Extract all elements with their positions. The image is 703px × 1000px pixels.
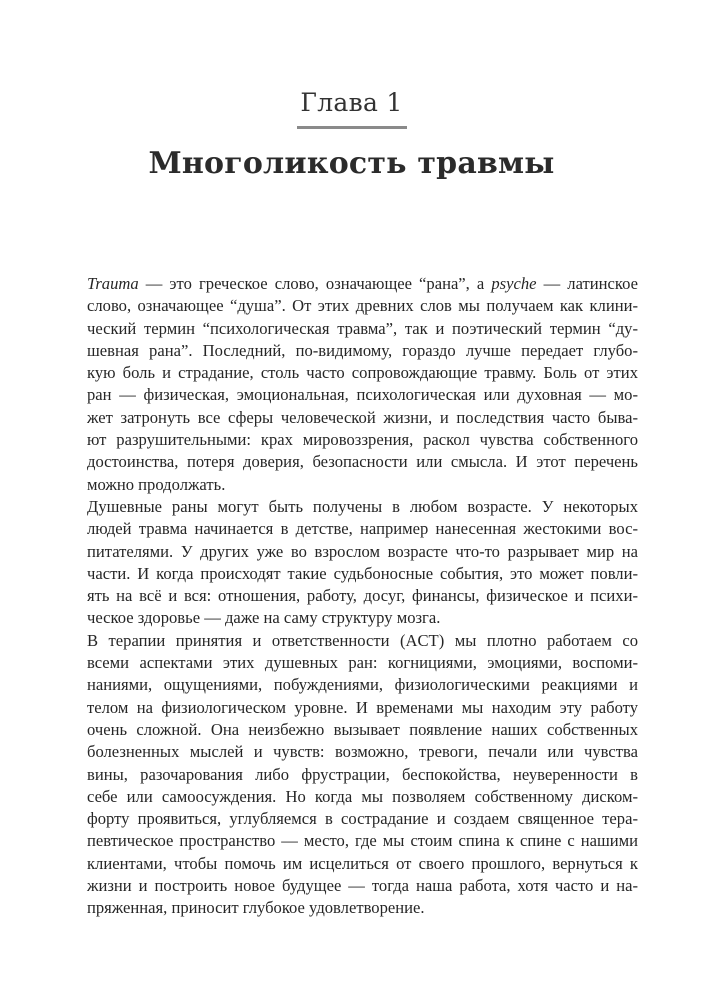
text-line: [87, 786, 638, 808]
text-run: наниями, ощущениями, побуждениями, физиологическими реакциями и: [87, 675, 638, 695]
text-line: [87, 897, 638, 919]
paragraph: [87, 630, 638, 920]
text-line: [87, 340, 638, 362]
text-run: вины, разочарования либо фрустрации, беспокойства, неуверенности в: [87, 764, 638, 784]
text-run: ческий термин “психологическая травма”, так и поэтический термин “ду-: [87, 318, 638, 338]
body-text: [87, 273, 638, 920]
text-line: [87, 273, 638, 295]
text-run: — латинское: [536, 274, 638, 293]
text-run: всеми аспектами этих душевных ран: когнициями, эмоциями, воспоми-: [87, 653, 638, 673]
text-line: [87, 719, 638, 741]
text-run: Душевные раны могут быть получены в любом возрасте. У некоторых: [87, 496, 638, 516]
text-run: ют разрушительными: крах мировоззрения, раскол чувства собственного: [87, 430, 638, 450]
paragraph: [87, 496, 638, 630]
text-line: [87, 518, 638, 540]
text-run: слово, означающее “душа”. От этих древних слов мы получаем как клини-: [87, 296, 638, 316]
text-line: [87, 674, 638, 696]
text-run: жизни и построить новое будущее — тогда наша работа, хотя часто и на-: [87, 876, 638, 896]
text-run: шевная рана”. Последний, по-видимому, гораздо лучше передает глубо-: [87, 340, 638, 360]
text-run: В терапии принятия и ответственности (ACT) мы плотно работаем со: [87, 630, 638, 650]
text-line: [87, 652, 638, 674]
text-run: болезненных мыслей и чувств: возможно, тревоги, печали или чувства: [87, 742, 638, 762]
text-line: [87, 830, 638, 852]
text-line: [87, 764, 638, 786]
text-run: пряженная, приносит глубокое удовлетворение.: [87, 898, 425, 918]
text-line: [87, 295, 638, 317]
text-line: [87, 808, 638, 830]
text-line: [87, 496, 638, 518]
text-run: людей травма начинается в детстве, например нанесенная жестокими вос-: [87, 519, 638, 539]
text-run: клиентами, чтобы помочь им исцелиться от своего прошлого, вернуться к: [87, 853, 638, 873]
text-line: [87, 875, 638, 897]
chapter-title: Многоликость травмы: [148, 146, 555, 181]
text-line: [87, 384, 638, 406]
text-run: очень сложной. Она неизбежно вызывает появление наших собственных: [87, 719, 638, 739]
italic-term: Trauma: [87, 274, 139, 293]
text-run: телом на физиологическом уровне. И временами мы находим эту работу: [87, 697, 638, 717]
text-run: форту проявиться, углубляемся в сострадание и создаем священное тера-: [87, 809, 638, 829]
text-run: певтическое пространство — место, где мы стоим спина к спине с нашими: [87, 831, 638, 851]
text-run: ять на всё и вся: отношения, работу, досуг, финансы, физическое и психи-: [87, 586, 638, 606]
text-line: [87, 429, 638, 451]
chapter-label-text: Глава 1: [300, 88, 403, 117]
text-run: себе или самоосуждения. Но когда мы позволяем собственному диском-: [87, 786, 638, 806]
italic-term: psyche: [491, 274, 537, 293]
text-line: [87, 362, 638, 384]
text-line: [87, 318, 638, 340]
text-line: [87, 585, 638, 607]
text-line: [87, 630, 638, 652]
text-run: ческое здоровье — даже на саму структуру мозга.: [87, 608, 441, 628]
text-run: части. И когда происходят такие судьбоносные события, это может повли-: [87, 563, 638, 583]
text-run: можно продолжать.: [87, 474, 226, 494]
text-line: [87, 607, 638, 629]
text-line: [87, 741, 638, 763]
text-line: [87, 451, 638, 473]
text-line: [87, 541, 638, 563]
text-line: [87, 563, 638, 585]
text-line: [87, 697, 638, 719]
chapter-underline: [297, 126, 407, 129]
chapter-label: [0, 88, 703, 122]
text-run: — это греческое слово, означающее “рана”, а: [138, 274, 492, 293]
text-run: жет затронуть все сферы человеческой жизни, и последствия часто быва-: [87, 407, 638, 427]
text-run: питателями. У других уже во взрослом возрасте что-то разрывает мир на: [87, 541, 638, 561]
text-run: достоинства, потеря доверия, безопасности или смысла. И этот перечень: [87, 452, 638, 472]
paragraph: [87, 273, 638, 496]
text-line: [87, 407, 638, 429]
text-line: [87, 474, 638, 496]
text-run: ран — физическая, эмоциональная, психологическая или духовная — мо-: [87, 385, 638, 405]
text-run: кую боль и страдание, столь часто сопровождающие травму. Боль от этих: [87, 363, 638, 383]
text-line: [87, 853, 638, 875]
